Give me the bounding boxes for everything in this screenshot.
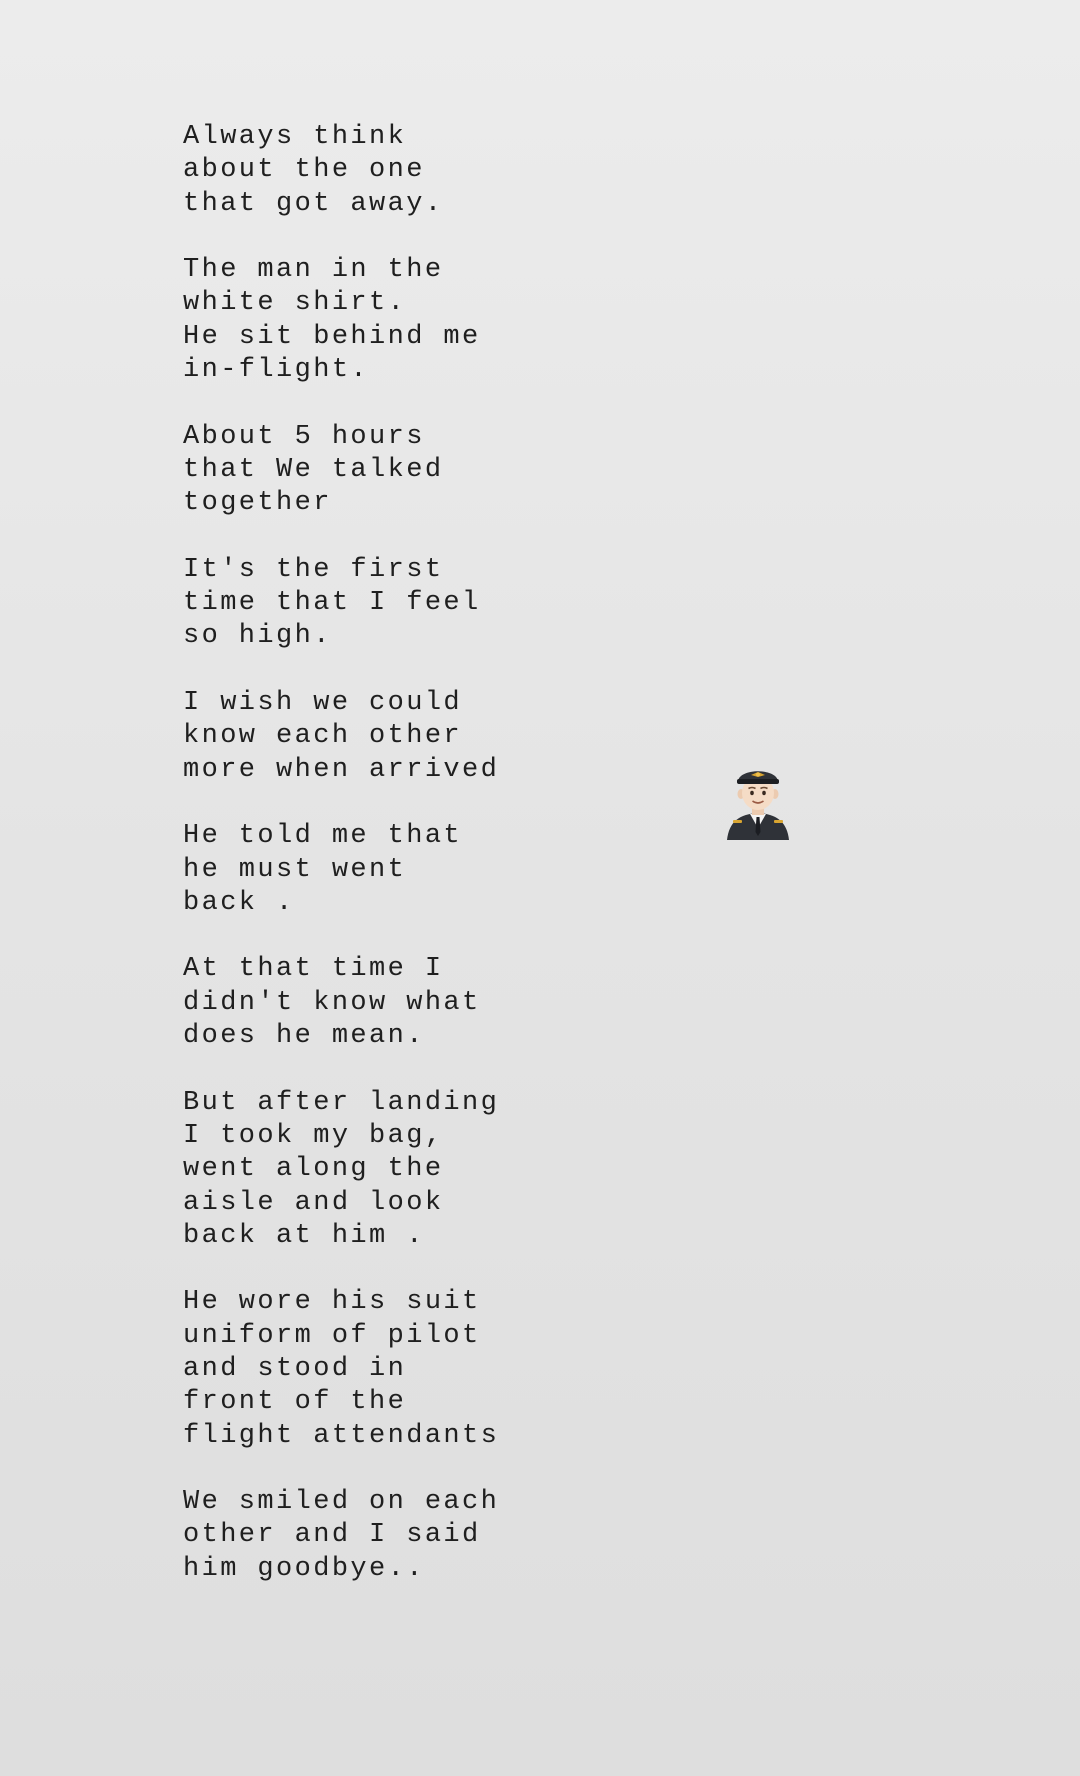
- stanza: [183, 121, 603, 221]
- stanza: [183, 687, 603, 787]
- pilot-icon[interactable]: [721, 762, 795, 840]
- poem-line: aisle and look: [183, 1187, 444, 1218]
- poem-line: I wish we could: [183, 688, 463, 719]
- stanza: [183, 421, 603, 521]
- poem-line: He told me that: [183, 821, 463, 852]
- poem-line: back .: [183, 887, 295, 918]
- pilot-icon-graphic: [721, 762, 795, 840]
- poem-line: him goodbye..: [183, 1553, 425, 1584]
- stanza: [183, 1286, 603, 1452]
- poem-line: At that time I: [183, 954, 444, 985]
- poem-line: and stood in: [183, 1353, 407, 1384]
- poem-line: flight attendants: [183, 1420, 500, 1451]
- stanza: [183, 820, 603, 920]
- stanza: [183, 1486, 603, 1586]
- story-text[interactable]: [183, 121, 603, 1619]
- stanza: [183, 1087, 603, 1253]
- poem-line: he must went: [183, 854, 407, 885]
- poem-line: does he mean.: [183, 1021, 425, 1052]
- poem-line: He sit behind me: [183, 321, 481, 352]
- poem-line: other and I said: [183, 1520, 481, 1551]
- poem-line: that got away.: [183, 188, 444, 219]
- poem-line: back at him .: [183, 1220, 425, 1251]
- stanza: [183, 554, 603, 654]
- stanza: [183, 953, 603, 1053]
- poem-line: It's the first: [183, 554, 444, 585]
- poem-line: so high.: [183, 621, 332, 652]
- poem-line: I took my bag,: [183, 1120, 444, 1151]
- poem-line: about the one: [183, 155, 425, 186]
- poem-line: white shirt.: [183, 288, 407, 319]
- poem-line: The man in the: [183, 255, 444, 286]
- poem-line: front of the: [183, 1387, 407, 1418]
- poem-line: didn't know what: [183, 987, 481, 1018]
- poem-line: uniform of pilot: [183, 1320, 481, 1351]
- poem-line: in-flight.: [183, 355, 370, 386]
- poem-line: went along the: [183, 1154, 444, 1185]
- stanza: [183, 254, 603, 387]
- poem-line: know each other: [183, 721, 463, 752]
- poem-line: About 5 hours: [183, 421, 425, 452]
- poem-line: We smiled on each: [183, 1487, 500, 1518]
- poem-line: more when arrived: [183, 754, 500, 785]
- poem-line: But after landing: [183, 1087, 500, 1118]
- poem-line: together: [183, 488, 332, 519]
- poem-line: that We talked: [183, 454, 444, 485]
- poem-line: time that I feel: [183, 588, 481, 619]
- poem-line: He wore his suit: [183, 1287, 481, 1318]
- poem-line: Always think: [183, 122, 407, 152]
